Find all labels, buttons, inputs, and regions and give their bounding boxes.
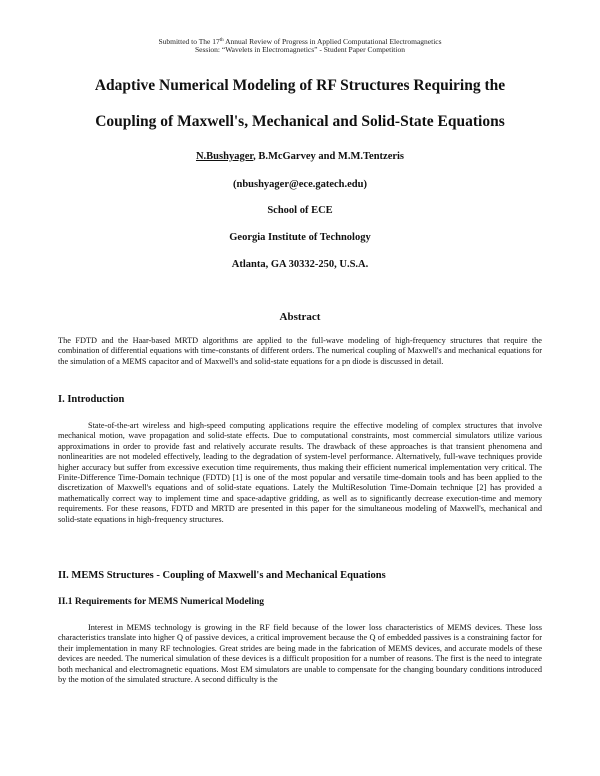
paper-title-line1: Adaptive Numerical Modeling of RF Structures Requiring the [94,77,506,94]
abstract-text: The FDTD and the Haar-based MRTD algorithms are applied to the full-wave modeling of high-frequency structures that require the combination of differential equations with time-constants of different orders. The numerical coupling of Maxwell's and mechanical equations for the simulation of a MEMS capacitor and of Maxwell's and solid-state equations for a pn diode is discussed in detail. [58,336,542,366]
affiliation-location: Atlanta, GA 30332-250, U.S.A. [231,259,369,270]
authors [20,150,580,163]
other-authors: , B.McGarvey and M.M.Tentzeris [253,151,405,162]
paper-title-line2: Coupling of Maxwell's, Mechanical and Solid-State Equations [95,113,505,130]
header-superscript: th [219,38,224,43]
abstract-heading: Abstract [279,311,321,323]
header-text-post: Annual Review of Progress in Applied Computational Electromagnetics [223,37,442,46]
section-heading-mems: II. MEMS Structures - Coupling of Maxwell's and Mechanical Equations [58,570,386,581]
subsection-heading-mems-requirements: II.1 Requirements for MEMS Numerical Modeling [58,597,264,607]
introduction-paragraph: State-of-the-art wireless and high-speed computing applications require the effective modeling of complex structures that involve mechanical motion, wave propagation and solid-state effects. Due to computational constraints, most commercial simulators utilize various approximations in order to provide fast and relatively accurate results. The drawback of these approaches is that transient phenomena and nonlinearities are not modeled effectively, leading to the degradation of system-level performance. Alternatively, full-wave techniques provide higher accuracy but suffer from excessive execution time requirements, thus making their efficient numerical implementation very critical. The Finite-Difference Time-Domain technique (FDTD) [1] is one of the most popular and versatile time-domain tools and has been applied to the discretization of Maxwell's equations and of solid-state equations. Lately the MultiResolution Time-Domain technique [2] has provided a mathematically correct way to implement time and space-adaptive gridding, as well as to significantly decrease execution-time and memory requirements. For these reasons, FDTD and MRTD are presented in this paper for the simultaneous modeling of Maxwell's, mechanical and solid-state equations in high-frequency structures. [58,421,542,524]
author-email: (nbushyager@ece.gatech.edu) [232,179,367,190]
mems-paragraph: Interest in MEMS technology is growing in the RF field because of the lower loss characteristics of MEMS devices. These loss characteristics translate into higher Q of passive devices, a critical improvement because the Q of embedded passives is a constraining factor for their implementation in many RF technologies. Great strides are being made in the fabrication of MEMS devices, and accurate models of these devices are needed. The numerical simulation of these devices is a difficult proposition for a number of reasons. The first is the need to integrate both mechanical and electromagnetic equations. Most EM simulators are unable to compensate for the changing boundary conditions introduced by the motion of the simulated structure. A second difficulty is the [58,623,542,685]
affiliation-institute: Georgia Institute of Technology [229,232,371,243]
first-author: N.Bushyager [195,151,254,162]
header-text-pre: Submitted to The 17 [158,37,220,46]
affiliation-school: School of ECE [267,205,333,216]
conference-header-line2: Session: “Wavelets in Electromagnetics” - Student Paper Competition [195,45,405,54]
section-heading-introduction: I. Introduction [58,394,125,405]
